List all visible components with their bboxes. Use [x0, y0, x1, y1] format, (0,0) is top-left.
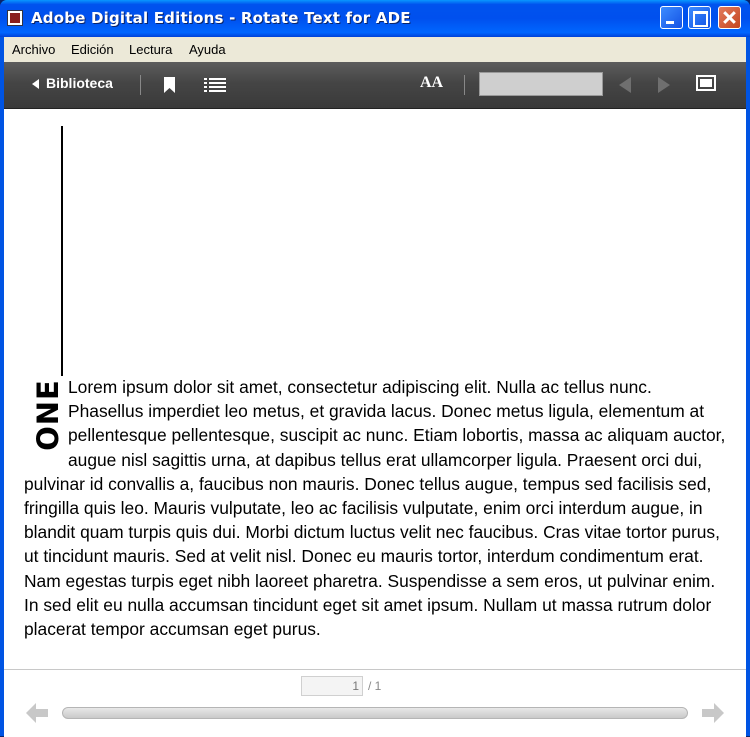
library-button[interactable]: Biblioteca — [46, 75, 113, 91]
reading-pane — [4, 109, 746, 669]
bookmark-icon[interactable] — [164, 77, 175, 93]
paragraph-text: Lorem ipsum dolor sit amet, consectetur adipiscing elit. Nulla ac tellus nunc. Phasellus imperdiet leo metus, et gravida lacus. Donec metus ligula, elementum at pellentesque pellentesque, suscipit ac nunc. Etiam lobortis, massa ac aliquam auctor, augue nisl sagittis urna, at dapibus tellus erat ullamcorper ligula. Praesent orci dui, pulvinar id convallis a, faucibus non mauris. Donec tellus augue, tempus sed facilisis sed, fringilla quis leo. Mauris vulputate, leo ac facilisis vulputate, enim orci interdum augue, in blandit quam turpis quis dui. Morbi dictum luctus velit nec faucibus. Cras vitae tortor purus, ut tincidunt mauris. Sed at velit nisl. Donec eu mauris tortor, interdum condimentum erat. Nam egestas turpis eget nibh laoreet pharetra. Suspendisse a sem eros, ut pulvinar enim. In sed elit eu nulla accumsan tincidunt eget sit amet ipsum. Nullam ut massa rutrum dolor placerat tempor accumsan eget purus. — [24, 377, 726, 640]
next-page-icon[interactable] — [658, 77, 670, 93]
menu-archivo[interactable]: Archivo — [12, 42, 56, 57]
arrow-left-icon[interactable] — [26, 703, 48, 723]
maximize-button[interactable] — [688, 6, 711, 29]
menu-lectura[interactable]: Lectura — [129, 42, 173, 57]
search-input[interactable] — [479, 72, 603, 96]
toolbar-separator — [464, 75, 465, 95]
menu-bar — [4, 37, 746, 62]
table-of-contents-icon[interactable] — [204, 78, 226, 92]
toolbar-separator — [140, 75, 141, 95]
minimize-button[interactable] — [660, 6, 683, 29]
bottom-navigation — [4, 669, 746, 737]
menu-ayuda[interactable]: Ayuda — [189, 42, 226, 57]
chapter-rule — [61, 126, 63, 376]
back-arrow-icon[interactable] — [32, 79, 39, 89]
chapter-label: ONE — [31, 379, 65, 451]
page-number-input[interactable]: 1 — [301, 676, 363, 696]
close-button[interactable] — [718, 6, 741, 29]
page-slider[interactable] — [62, 707, 688, 719]
window-title: Adobe Digital Editions - Rotate Text for ADE — [31, 9, 411, 27]
arrow-right-icon[interactable] — [702, 703, 724, 723]
page-total: / 1 — [368, 679, 382, 693]
previous-page-icon[interactable] — [619, 77, 631, 93]
app-icon[interactable] — [7, 10, 23, 26]
client-area — [4, 37, 746, 736]
fullscreen-icon[interactable] — [696, 75, 716, 91]
body-paragraph — [24, 375, 728, 641]
title-bar[interactable] — [0, 0, 750, 37]
reader-toolbar — [4, 62, 746, 109]
menu-edicion[interactable]: Edición — [71, 42, 114, 57]
font-size-button[interactable]: AA — [420, 74, 444, 91]
